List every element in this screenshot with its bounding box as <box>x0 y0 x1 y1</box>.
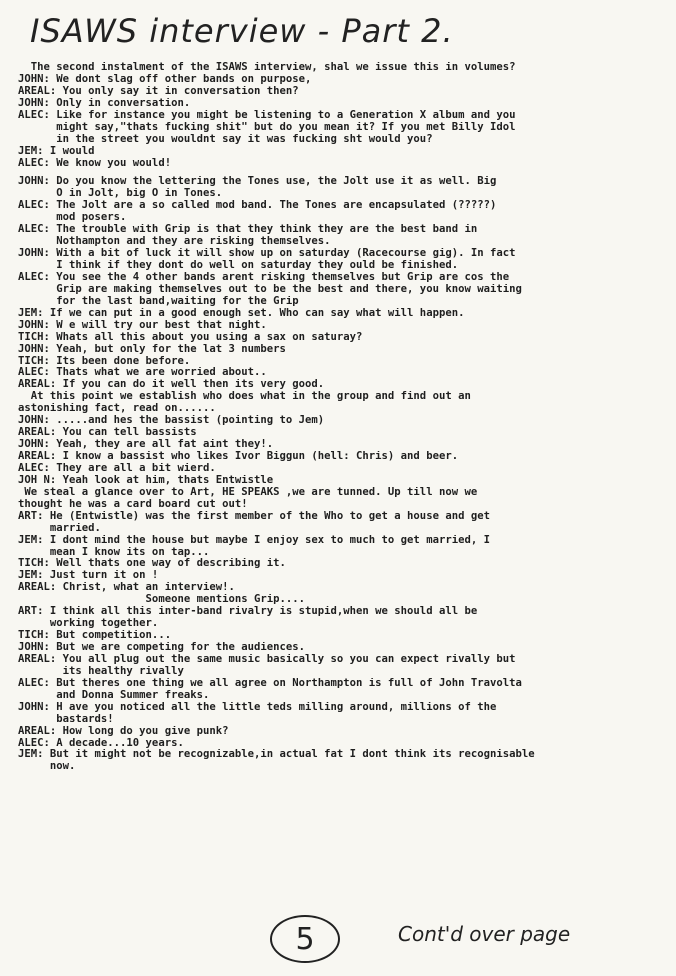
text-line: might say,"thats fucking shit" but do you mean it? If you met Billy Idol <box>18 121 516 133</box>
text-line: O in Jolt, big O in Tones. <box>18 188 223 200</box>
text-line: AREAL: I know a bassist who likes Ivor Biggun (hell: Chris) and beer. <box>18 451 459 462</box>
text-line: ALEC: We know you would! <box>18 157 172 169</box>
text-line: ALEC: You see the 4 other bands arent risking themselves but Grip are cos the <box>18 271 510 283</box>
paragraph-gap <box>18 169 658 176</box>
text-line: its healthy rivally <box>18 665 184 677</box>
text-line: Nothampton and they are risking themselves. <box>18 236 331 248</box>
text-line: ALEC: But theres one thing we all agree on Northampton is full of John Travolta <box>18 677 522 689</box>
text-line: AREAL: You only say it in conversation then? <box>18 85 299 97</box>
text-line: The second instalment of the ISAWS interview, shal we issue this in volumes? <box>18 62 516 73</box>
text-line: Grip are making themselves out to be the best and there, you know waiting <box>18 283 522 295</box>
text-line: astonishing fact, read on...... <box>18 403 216 415</box>
text-line: mod posers. <box>18 212 127 224</box>
text-line: JOHN: We dont slag off other bands on purpose, <box>18 73 312 85</box>
interview-text <box>18 62 658 773</box>
text-line: JEM: But it might not be recognizable,in actual fat I dont think its recognisable <box>18 749 535 761</box>
text-line: Someone mentions Grip.... <box>18 594 306 606</box>
text-line: TICH: Its been done before. <box>18 355 191 367</box>
text-line: ALEC: Thats what we are worried about.. <box>18 367 267 379</box>
text-line: JOHN: .....and hes the bassist (pointing to Jem) <box>18 415 325 427</box>
text-line: ALEC: The trouble with Grip is that they think they are the best band in <box>18 224 478 236</box>
text-line: ART: I think all this inter-band rivalry is stupid,when we should all be <box>18 606 478 618</box>
text-line: TICH: But competition... <box>18 630 172 642</box>
text-line: JOH N: Yeah look at him, thats Entwistle <box>18 474 274 486</box>
text-line: AREAL: You can tell bassists <box>18 427 197 439</box>
text-line: AREAL: If you can do it well then its very good. <box>18 379 325 391</box>
text-line: JEM: I would <box>18 145 95 157</box>
text-line: ALEC: Like for instance you might be listening to a Generation X album and you <box>18 109 516 121</box>
text-line: ALEC: They are all a bit wierd. <box>18 462 216 474</box>
text-line: AREAL: How long do you give punk? <box>18 725 229 737</box>
text-line: We steal a glance over to Art, HE SPEAKS ,we are tunned. Up till now we <box>18 486 478 498</box>
text-line: ALEC: The Jolt are a so called mod band. The Tones are encapsulated (?????) <box>18 200 497 212</box>
page-number: 5 <box>270 915 340 963</box>
text-line: AREAL: Christ, what an interview!. <box>18 582 235 594</box>
text-line: bastards! <box>18 713 114 725</box>
text-line: thought he was a card board cut out! <box>18 498 248 510</box>
text-line: JOHN: Only in conversation. <box>18 97 191 109</box>
text-line: ART: He (Entwistle) was the first member of the Who to get a house and get <box>18 510 490 522</box>
text-line: JEM: If we can put in a good enough set. Who can say what will happen. <box>18 307 465 319</box>
text-line: JOHN: W e will try our best that night. <box>18 319 267 331</box>
text-line: for the last band,waiting for the Grip <box>18 295 299 307</box>
text-line: in the street you wouldnt say it was fucking sht would you? <box>18 133 433 145</box>
text-line: TICH: Well thats one way of describing it. <box>18 558 286 570</box>
text-line: JEM: I dont mind the house but maybe I enjoy sex to much to get married, I <box>18 534 490 546</box>
continued-note: Cont'd over page <box>398 922 571 946</box>
text-line: AREAL: You all plug out the same music basically so you can expect rivally but <box>18 653 516 665</box>
text-line: JEM: Just turn it on ! <box>18 570 159 582</box>
page-title: ISAWS interview - Part 2. <box>30 12 454 50</box>
text-line: JOHN: H ave you noticed all the little teds milling around, millions of the <box>18 701 497 713</box>
text-line: married. <box>18 522 101 534</box>
text-line: working together. <box>18 618 159 630</box>
text-line: JOHN: But we are competing for the audiences. <box>18 642 306 653</box>
text-line: At this point we establish who does what in the group and find out an <box>18 391 471 403</box>
text-line: TICH: Whats all this about you using a sax on saturay? <box>18 331 363 343</box>
text-line: JOHN: Do you know the lettering the Tones use, the Jolt use it as well. Big <box>18 176 497 188</box>
text-line: JOHN: Yeah, they are all fat aint they!. <box>18 439 274 451</box>
text-line: mean I know its on tap... <box>18 546 210 558</box>
text-line: JOHN: Yeah, but only for the lat 3 numbers <box>18 343 286 355</box>
text-line: now. <box>18 761 76 773</box>
text-line: ALEC: A decade...10 years. <box>18 737 184 749</box>
text-line: I think if they dont do well on saturday they ould be finished. <box>18 260 459 271</box>
text-line: and Donna Summer freaks. <box>18 689 210 701</box>
text-line: JOHN: With a bit of luck it will show up on saturday (Racecourse gig). In fact <box>18 248 516 260</box>
